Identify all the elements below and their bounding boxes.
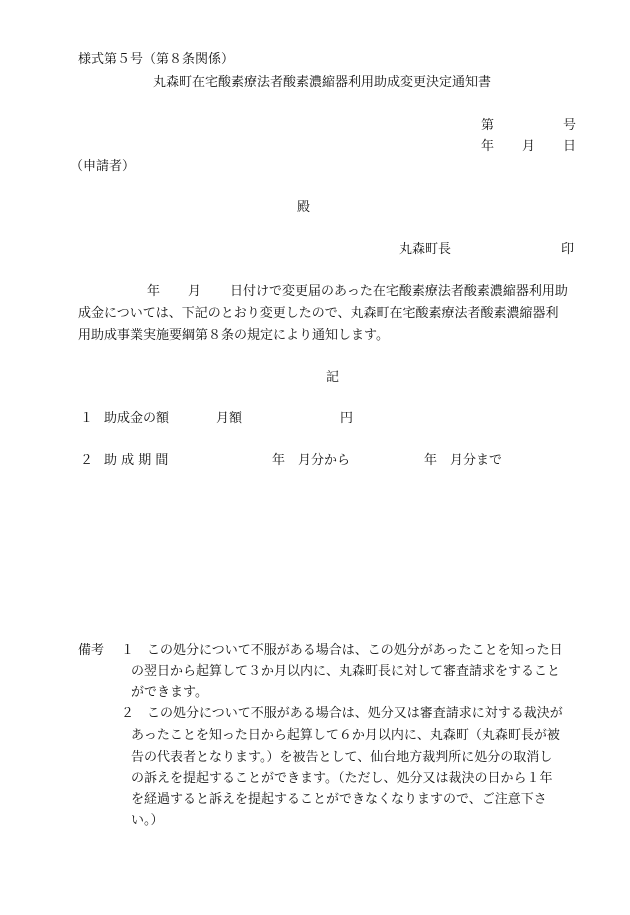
number-suffix: 号 xyxy=(563,118,577,133)
item-1-label: 助成金の額 xyxy=(104,411,170,426)
item-1-monthly: 月額 xyxy=(216,411,243,426)
note-2-line-3: 告の代表者となります。）を被告として、仙台地方裁判所に処分の取消し xyxy=(131,750,553,765)
honorific: 殿 xyxy=(297,200,311,215)
body-line-3: 用助成事業実施要綱第８条の規定により通知します。 xyxy=(78,328,389,343)
note-2-line-4: の訴えを提起することができます。（ただし、処分又は裁決の日から１年 xyxy=(131,771,553,786)
document-title: 丸森町在宅酸素療法者酸素濃縮器利用助成変更決定通知書 xyxy=(153,75,492,90)
item-2-number: ２ xyxy=(80,453,94,468)
note-2-number: ２ xyxy=(121,706,135,721)
date-month: 月 xyxy=(522,139,536,154)
body-line-1: 日付けで変更届のあった在宅酸素療法者酸素濃縮器利用助 xyxy=(230,284,568,299)
seal-mark: 印 xyxy=(561,242,575,257)
note-2-line-2: あったことを知った日から起算して６か月以内に、丸森町（丸森町長が被 xyxy=(131,728,560,743)
note-2-line-5: を経過すると訴えを提起することができなくなりますので、ご注意下さ xyxy=(131,792,547,807)
item-2-to: 年 月分まで xyxy=(424,453,503,468)
note-1-number: １ xyxy=(121,643,135,658)
note-1-line-3: ができます。 xyxy=(131,685,208,700)
body-month: 月 xyxy=(188,284,202,299)
issuer-name: 丸森町長 xyxy=(399,242,452,257)
item-1-unit: 円 xyxy=(340,411,354,426)
body-year: 年 xyxy=(147,284,161,299)
note-2-line-1: この処分について不服がある場合は、処分又は審査請求に対する裁決が xyxy=(147,706,563,721)
note-1-line-1: この処分について不服がある場合は、この処分があったことを知った日 xyxy=(147,643,563,658)
item-2-from: 年 月分から xyxy=(272,453,351,468)
form-label: 様式第５号（第８条関係） xyxy=(78,52,235,67)
remarks-label: 備考 xyxy=(78,643,105,658)
ki-heading: 記 xyxy=(326,370,340,385)
item-1-number: １ xyxy=(80,411,94,426)
applicant-label: （申請者） xyxy=(70,159,136,174)
note-1-line-2: の翌日から起算して３か月以内に、丸森町長に対して審査請求をすること xyxy=(131,664,561,679)
date-year: 年 xyxy=(481,139,495,154)
body-line-2: 成金については、下記のとおり変更したので、丸森町在宅酸素療法者酸素濃縮器利 xyxy=(78,306,559,321)
number-prefix: 第 xyxy=(481,118,495,133)
item-2-label: 助 成 期 間 xyxy=(104,453,169,468)
note-2-line-6: い。） xyxy=(131,813,164,828)
date-day: 日 xyxy=(563,139,577,154)
